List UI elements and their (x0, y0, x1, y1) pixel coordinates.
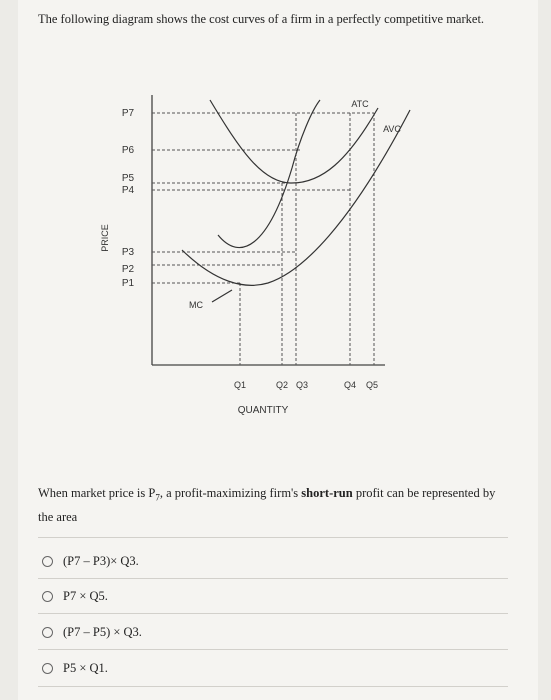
atc-label: ATC (351, 99, 369, 109)
quantity-label-q2: Q2 (275, 380, 289, 390)
answer-option-3-label: (P7 – P5) × Q3. (63, 624, 142, 639)
price-label-p4: P4 (121, 185, 135, 196)
answer-option-3[interactable] (42, 622, 142, 642)
radio-button[interactable] (42, 663, 53, 674)
quantity-label-q4: Q4 (343, 380, 357, 390)
divider (38, 578, 508, 579)
answer-option-2[interactable] (42, 586, 108, 606)
price-label-p3: P3 (121, 247, 135, 258)
answer-option-1[interactable] (42, 551, 139, 571)
quantity-label-q1: Q1 (233, 380, 247, 390)
price-label-p2: P2 (121, 264, 135, 275)
price-label-p6: P6 (121, 145, 135, 156)
price-label-p1: P1 (121, 278, 135, 289)
answer-option-4[interactable] (42, 658, 108, 678)
divider (38, 686, 508, 687)
divider (38, 613, 508, 614)
quantity-label-q5: Q5 (365, 380, 379, 390)
radio-button[interactable] (42, 591, 53, 602)
x-axis-label: QUANTITY (237, 405, 289, 416)
mc-label: MC (189, 300, 203, 310)
radio-button[interactable] (42, 627, 53, 638)
y-axis-label: PRICE (100, 224, 110, 252)
mc-pointer (212, 290, 232, 302)
mc-curve (218, 100, 320, 248)
answer-option-2-label: P7 × Q5. (63, 588, 108, 603)
answer-option-4-label: P5 × Q1. (63, 660, 108, 675)
avc-label: AVC (383, 124, 401, 134)
question-text: The following diagram shows the cost curves of a firm in a perfectly competitive market. (38, 12, 485, 26)
radio-button[interactable] (42, 556, 53, 567)
price-label-p7: P7 (121, 108, 135, 119)
price-label-p5: P5 (121, 173, 135, 184)
divider (38, 649, 508, 650)
divider (38, 537, 508, 538)
question-prompt: When market price is $P_7$, a profit-maximizing firm's short-run profit can be represented by the area (38, 486, 496, 524)
quantity-label-q3: Q3 (295, 380, 309, 390)
atc-curve (210, 100, 378, 183)
answer-option-1-label: (P7 – P3)× Q3. (63, 553, 139, 568)
